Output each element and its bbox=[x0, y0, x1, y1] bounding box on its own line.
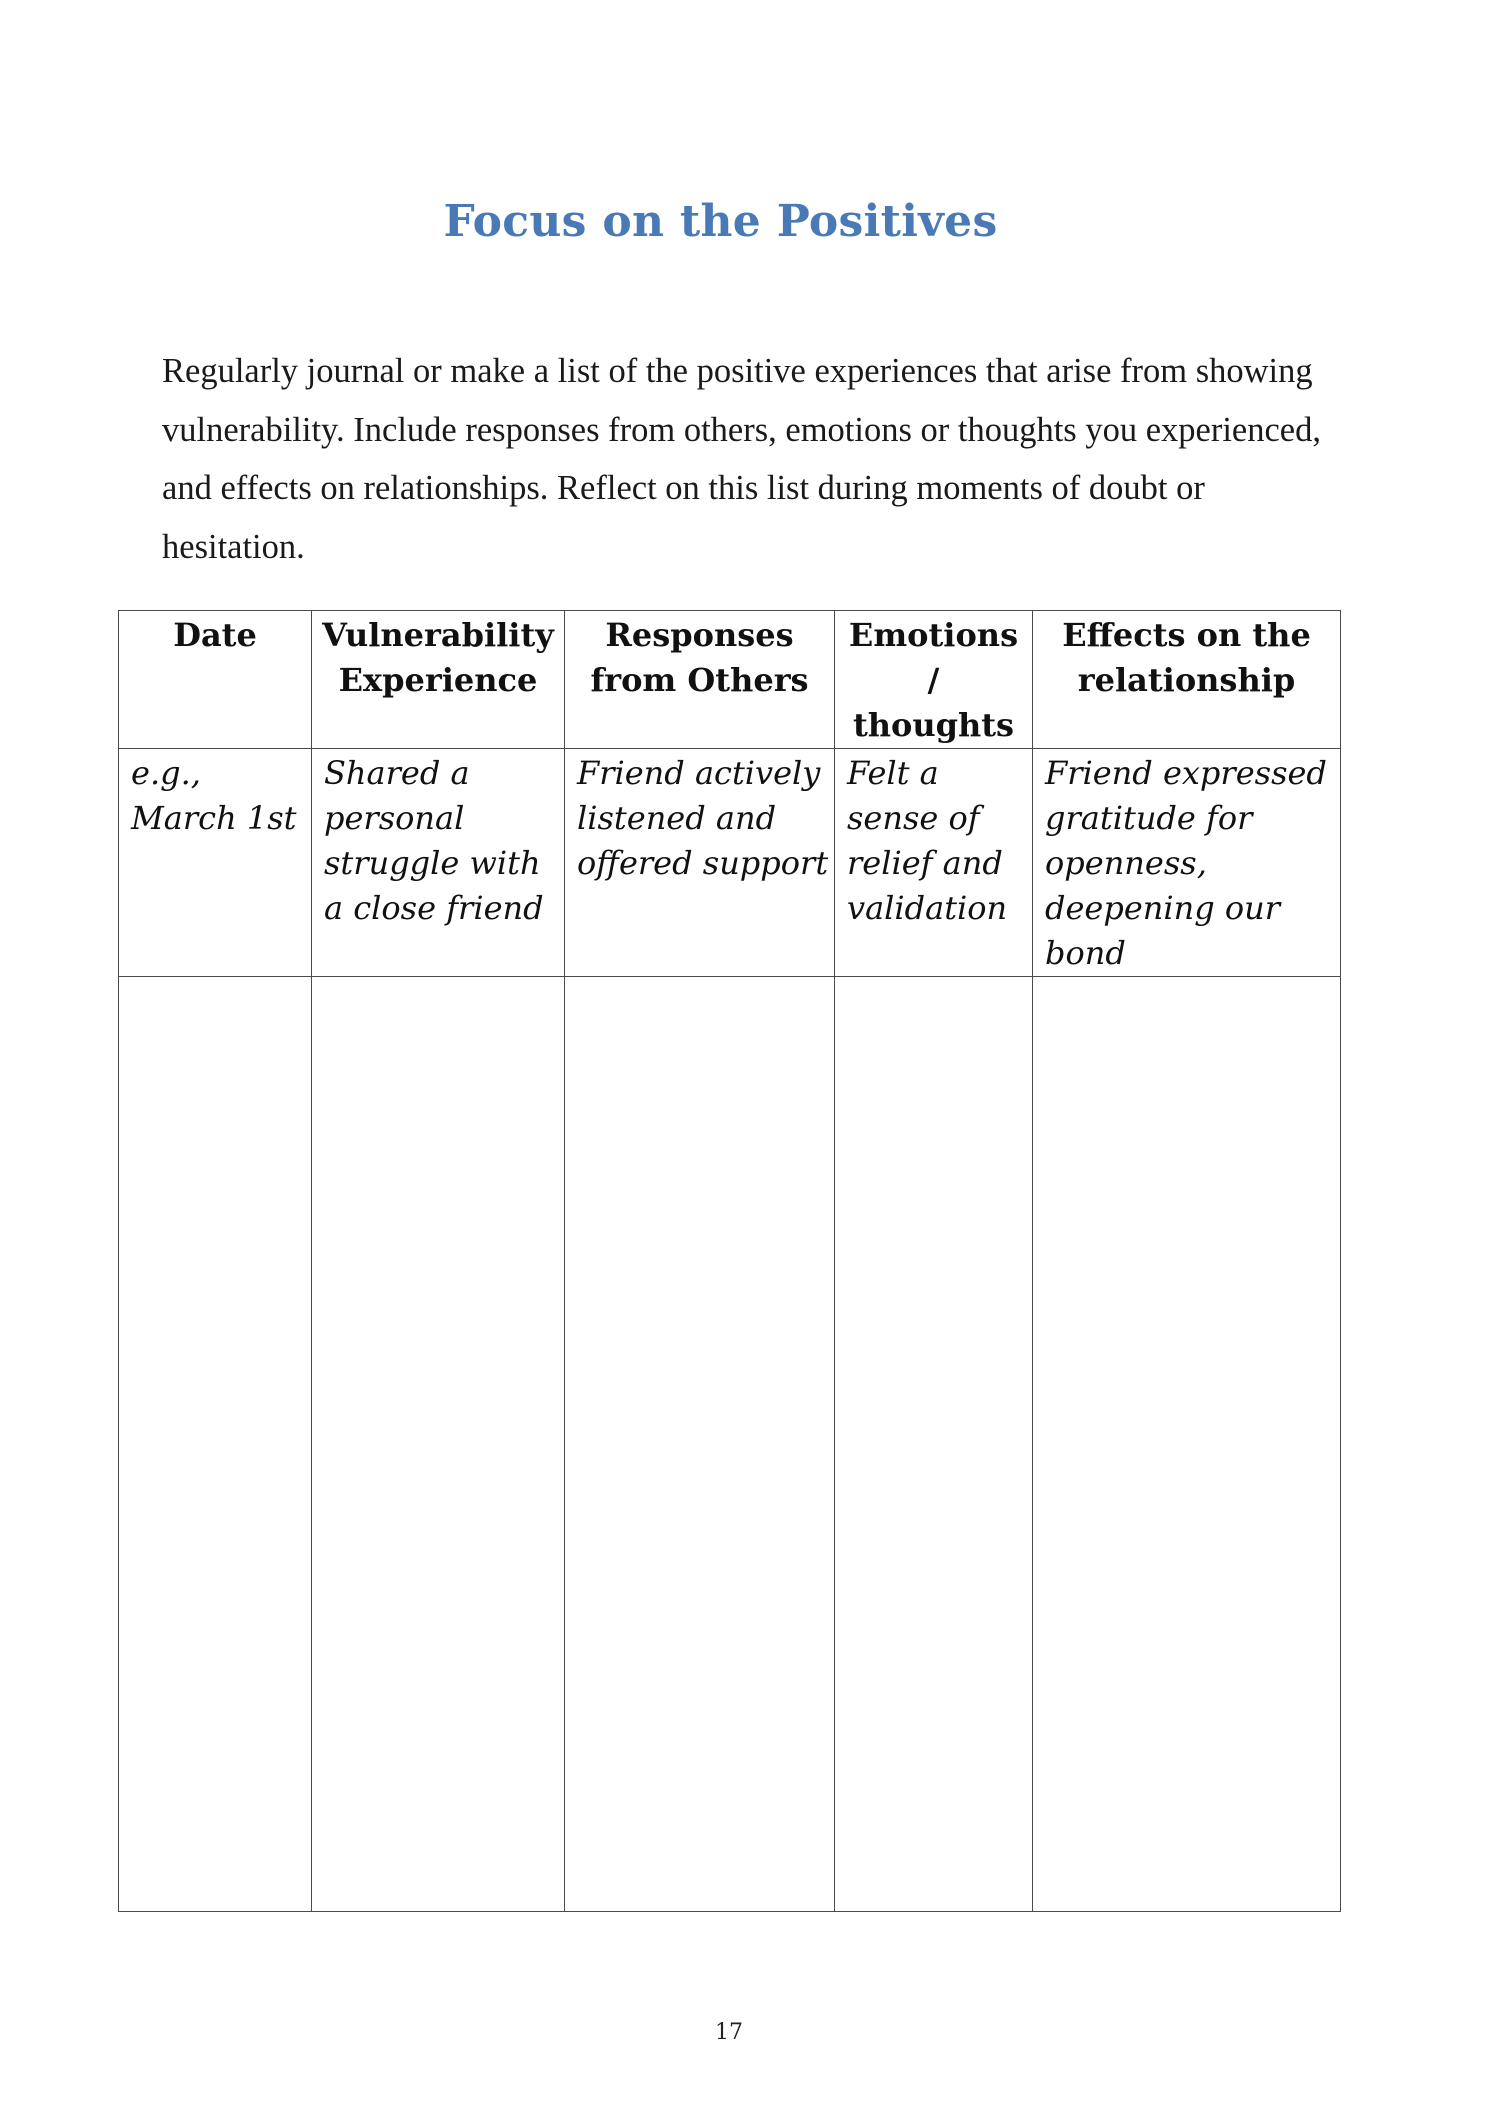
header-date: Date bbox=[119, 611, 312, 749]
blank-cell-vulnerability-experience[interactable] bbox=[312, 977, 565, 1912]
header-responses-from-others: Responses from Others bbox=[565, 611, 835, 749]
blank-cell-emotions-thoughts[interactable] bbox=[835, 977, 1033, 1912]
blank-cell-effects-on-relationship[interactable] bbox=[1033, 977, 1341, 1912]
table-row-example bbox=[119, 749, 1341, 977]
page-number: 17 bbox=[715, 2020, 743, 2045]
cell-effects-on-relationship: Friend expressed gratitude for openness, deepening our bond bbox=[1033, 749, 1341, 977]
table-header-row bbox=[119, 611, 1341, 749]
blank-cell-date[interactable] bbox=[119, 977, 312, 1912]
journal-table bbox=[118, 610, 1341, 1912]
table-row-blank bbox=[119, 977, 1341, 1912]
page-title: Focus on the Positives bbox=[443, 196, 998, 247]
cell-responses-from-others: Friend actively listened and offered support bbox=[565, 749, 835, 977]
header-emotions-thoughts: Emotions / thoughts bbox=[835, 611, 1033, 749]
header-effects-on-relationship: Effects on the relationship bbox=[1033, 611, 1341, 749]
cell-date: e.g., March 1st bbox=[119, 749, 312, 977]
header-vulnerability-experience: Vulnerability Experience bbox=[312, 611, 565, 749]
cell-vulnerability-experience: Shared a personal struggle with a close friend bbox=[312, 749, 565, 977]
intro-paragraph: Regularly journal or make a list of the positive experiences that arise from showing vulnerability. Include responses from others, emotions or thoughts you experienced, and effects on relationships. Reflect on this list during moments of doubt or hesitation. bbox=[162, 352, 1321, 566]
cell-emotions-thoughts: Felt a sense of relief and validation bbox=[835, 749, 1033, 977]
blank-cell-responses-from-others[interactable] bbox=[565, 977, 835, 1912]
